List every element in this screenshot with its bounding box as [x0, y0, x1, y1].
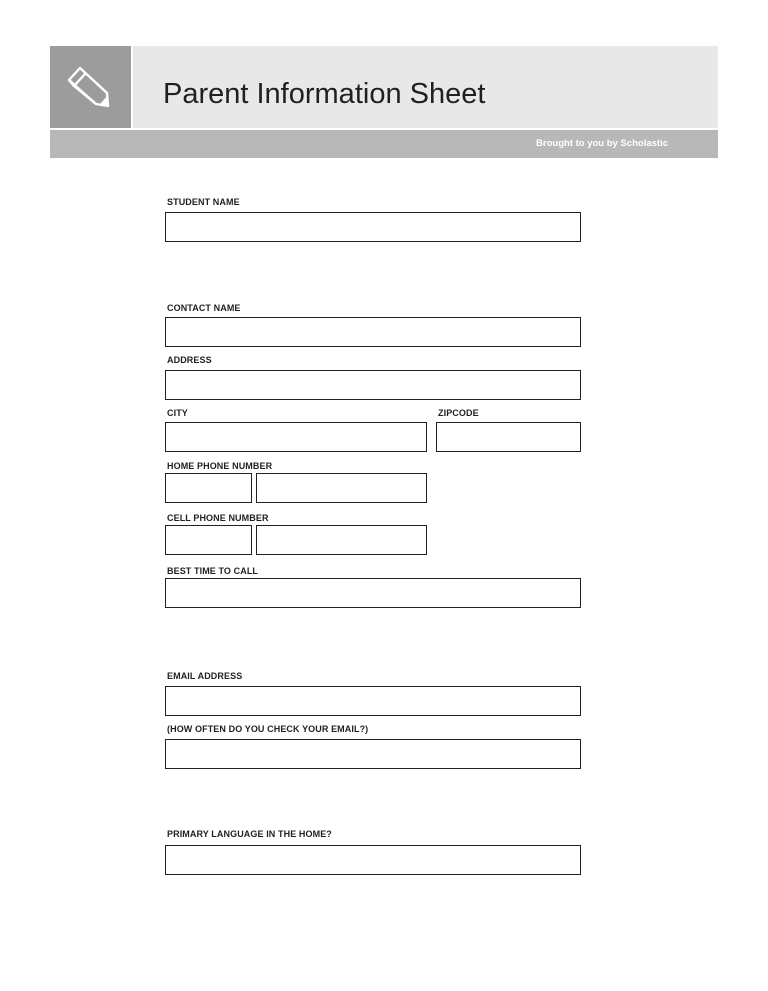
cell-phone-area-code-field[interactable] [165, 525, 252, 555]
header-band [50, 130, 718, 158]
contact-name-label: CONTACT NAME [167, 303, 241, 313]
zipcode-field[interactable] [436, 422, 581, 452]
email-frequency-field[interactable] [165, 739, 581, 769]
email-frequency-label: (HOW OFTEN DO YOU CHECK YOUR EMAIL?) [167, 724, 369, 734]
cell-phone-label: CELL PHONE NUMBER [167, 513, 269, 523]
primary-language-field[interactable] [165, 845, 581, 875]
pencil-icon [66, 64, 116, 110]
header-icon-box [50, 46, 131, 128]
contact-name-field[interactable] [165, 317, 581, 347]
zipcode-label: ZIPCODE [438, 408, 479, 418]
header-title-box [133, 46, 718, 128]
student-name-label: STUDENT NAME [167, 197, 240, 207]
email-label: EMAIL ADDRESS [167, 671, 243, 681]
primary-language-label: PRIMARY LANGUAGE IN THE HOME? [167, 829, 332, 839]
address-field[interactable] [165, 370, 581, 400]
email-field[interactable] [165, 686, 581, 716]
address-label: ADDRESS [167, 355, 212, 365]
home-phone-area-code-field[interactable] [165, 473, 252, 503]
city-field[interactable] [165, 422, 427, 452]
cell-phone-number-field[interactable] [256, 525, 427, 555]
page-title: Parent Information Sheet [163, 78, 486, 110]
student-name-field[interactable] [165, 212, 581, 242]
credit-text: Brought to you by Scholastic [536, 138, 668, 149]
best-time-field[interactable] [165, 578, 581, 608]
city-label: CITY [167, 408, 188, 418]
best-time-label: BEST TIME TO CALL [167, 566, 259, 576]
home-phone-number-field[interactable] [256, 473, 427, 503]
home-phone-label: HOME PHONE NUMBER [167, 461, 273, 471]
